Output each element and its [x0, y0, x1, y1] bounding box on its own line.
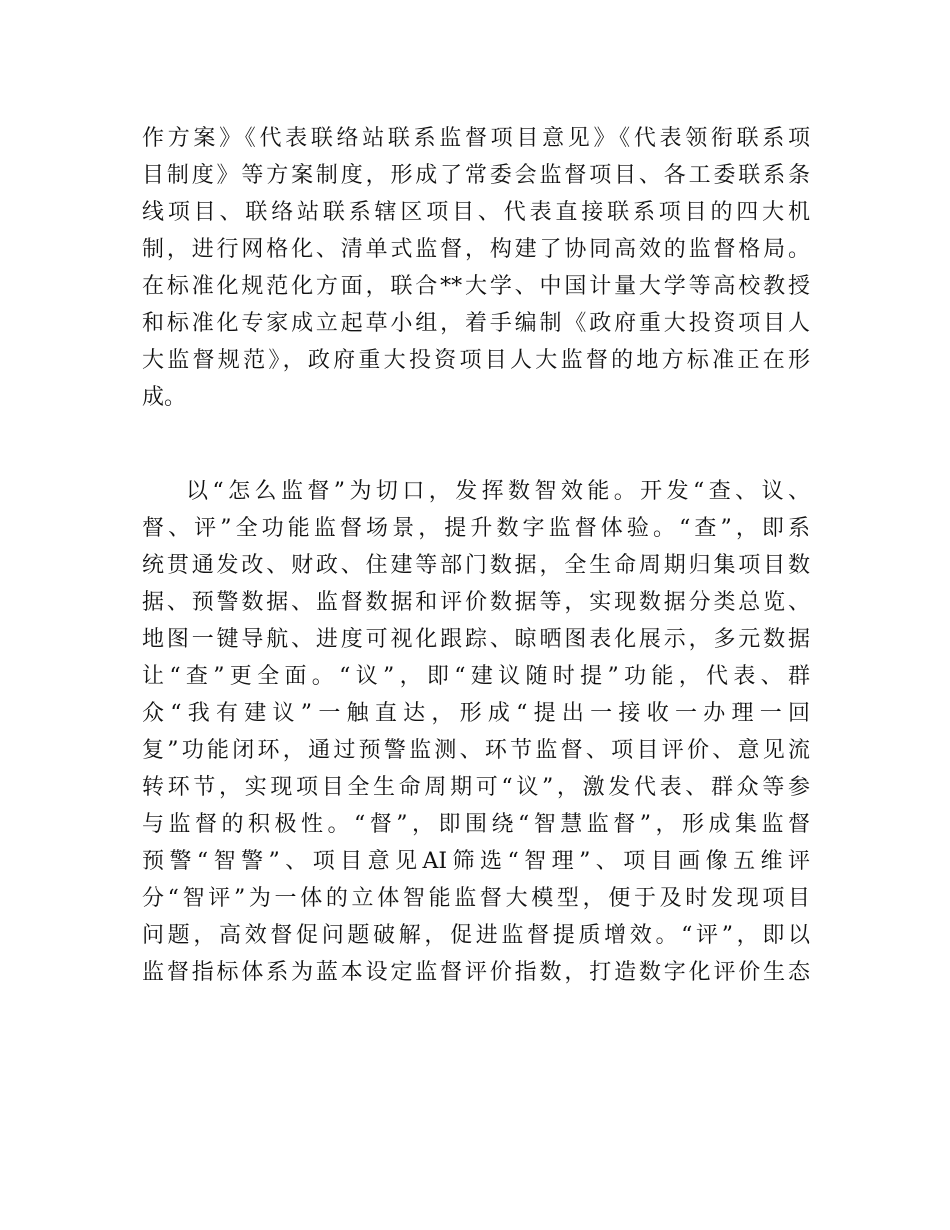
paragraph-line: 众“我有建议”一触直达，形成“提出一接收一办理一回 — [142, 701, 810, 726]
paragraph-line: 转环节，实现项目全生命周期可“议”，激发代表、群众等参 — [142, 775, 810, 800]
paragraph-line: 督、评”全功能监督场景，提升数字监督体验。“查”，即系 — [142, 516, 810, 541]
paragraph-line: 复”功能闭环，通过预警监测、环节监督、项目评价、意见流 — [142, 738, 810, 763]
paragraph-line: 与监督的积极性。“督”，即围绕“智慧监督”，形成集监督 — [142, 812, 810, 837]
paragraph-2 — [142, 473, 810, 991]
paragraph-line: 据、预警数据、监督数据和评价数据等，实现数据分类总览、 — [142, 590, 810, 615]
paragraph-line: 线项目、联络站联系辖区项目、代表直接联系项目的四大机 — [142, 200, 810, 225]
paragraph-line: 大监督规范》，政府重大投资项目人大监督的地方标准正在形 — [142, 348, 810, 373]
paragraph-line: 成。 — [142, 385, 187, 410]
paragraph-line: 监督指标体系为蓝本设定监督评价指数，打造数字化评价生态 — [142, 960, 810, 985]
paragraph-line: 和标准化专家成立起草小组，着手编制《政府重大投资项目人 — [142, 311, 810, 336]
paragraph-line: 以“怎么监督”为切口，发挥数智效能。开发“查、议、 — [186, 479, 810, 504]
paragraph-line: 在标准化规范化方面，联合**大学、中国计量大学等高校教授 — [142, 274, 810, 299]
paragraph-line: 分“智评”为一体的立体智能监督大模型，便于及时发现项目 — [142, 886, 810, 911]
paragraph-line: 地图一键导航、进度可视化跟踪、晾晒图表化展示，多元数据 — [142, 627, 810, 652]
paragraph-line: 统贯通发改、财政、住建等部门数据，全生命周期归集项目数 — [142, 553, 810, 578]
paragraph-line: 目制度》等方案制度，形成了常委会监督项目、各工委联系条 — [142, 163, 810, 188]
paragraph-line: 问题，高效督促问题破解，促进监督提质增效。“评”，即以 — [142, 923, 810, 948]
paragraph-line: 制，进行网格化、清单式监督，构建了协同高效的监督格局。 — [142, 237, 810, 262]
paragraph-line: 预警“智警”、项目意见AI筛选“智理”、项目画像五维评 — [142, 849, 810, 874]
paragraph-1 — [142, 120, 810, 416]
paragraph-line: 让“查”更全面。“议”，即“建议随时提”功能，代表、群 — [142, 664, 810, 689]
paragraph-line: 作方案》《代表联络站联系监督项目意见》《代表领衔联系项 — [142, 126, 810, 151]
